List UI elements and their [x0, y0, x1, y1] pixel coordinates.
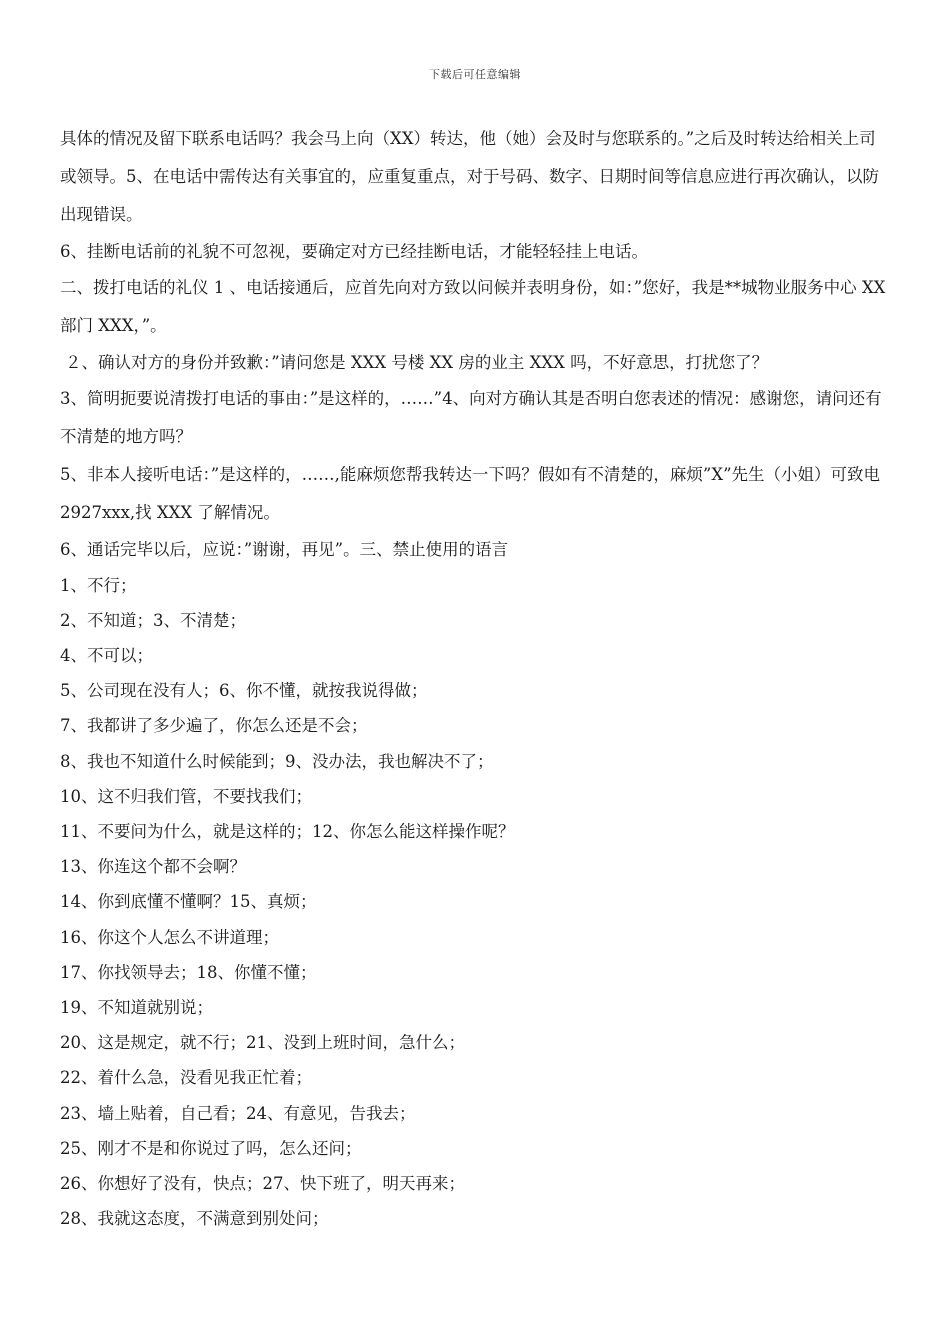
page-header: 下载后可任意编辑 — [429, 68, 521, 81]
paragraph-hangup-etiquette: 6、挂断电话前的礼貌不可忽视，要确定对方已经挂断电话，才能轻轻挂上电话。 — [60, 242, 648, 261]
list-item: 26、你想好了没有，快点；27、快下班了，明天再来； — [60, 1174, 465, 1194]
list-item: 28、我就这态度，不满意到别处问； — [60, 1209, 329, 1229]
list-item: 10、这不归我们管，不要找我们； — [60, 786, 312, 806]
paragraph-confirm-identity: ２、确认对方的身份并致歉：”请问您是 XXX 号楼 XX 房的业主 XXX 吗，不好意思，打扰您了？ — [65, 353, 769, 373]
paragraph-contact-details: 具体的情况及留下联系电话吗？我会马上向（XX）转达，他（她）会及时与您联系的。”之后及时转达给相关上司或领导。5、在电话中需传达有关事宜的，应重复重点，对于号码、数字、日期时间等信息应进行再次确认，以防出现错误。 — [60, 129, 879, 224]
list-item: 11、不要问为什么，就是这样的；12、你怎么能这样操作呢？ — [60, 822, 515, 842]
list-item: 17、你找领导去；18、你懂不懂； — [60, 962, 317, 982]
paragraph-explain-purpose: 3、简明扼要说清拨打电话的事由：”是这样的，……”4、向对方确认其是否明白您表述的情况：感谢您，请问还有不清楚的地方吗？ — [60, 389, 882, 447]
list-item: 7、我都讲了多少遍了，你怎么还是不会； — [60, 716, 368, 736]
list-item: 14、你到底懂不懂啊？15、真烦； — [60, 892, 317, 912]
document-body — [60, 120, 890, 1236]
list-item: 22、着什么急，没看见我正忙着； — [60, 1068, 312, 1088]
paragraph-calling-etiquette: 二、拨打电话的礼仪 1 、电话接通后，应首先向对方致以问候并表明身份，如：”您好，我是**城物业服务中心 XX 部门 XXX，”。 — [60, 278, 886, 336]
list-item: 2、不知道；3、不清楚； — [60, 610, 246, 630]
list-item: 19、不知道就别说； — [60, 998, 213, 1018]
paragraph-closing: 6、通话完毕以后，应说：”谢谢，再见”。三、禁止使用的语言 — [60, 540, 509, 560]
list-item: 4、不可以； — [60, 646, 153, 666]
list-item: 13、你连这个都不会啊？ — [60, 857, 246, 877]
list-item: 16、你这个人怎么不讲道理； — [60, 927, 279, 947]
list-item: 20、这是规定，就不行；21、没到上班时间，急什么； — [60, 1033, 465, 1053]
list-item: 23、墙上贴着，自己看；24、有意见，告我去； — [60, 1103, 416, 1123]
list-item: 5、公司现在没有人；6、你不懂，就按我说得做； — [60, 681, 428, 701]
list-item: 8、我也不知道什么时候能到；9、没办法，我也解决不了； — [60, 751, 494, 771]
list-item: 1、不行； — [60, 575, 137, 595]
paragraph-not-recipient: 5、非本人接听电话：”是这样的，……,能麻烦您帮我转达一下吗？假如有不清楚的，麻烦”X”先生（小姐）可致电 2927xxx,找 XXX 了解情况。 — [60, 465, 881, 523]
list-item: 25、刚才不是和你说过了吗，怎么还问； — [60, 1138, 362, 1158]
